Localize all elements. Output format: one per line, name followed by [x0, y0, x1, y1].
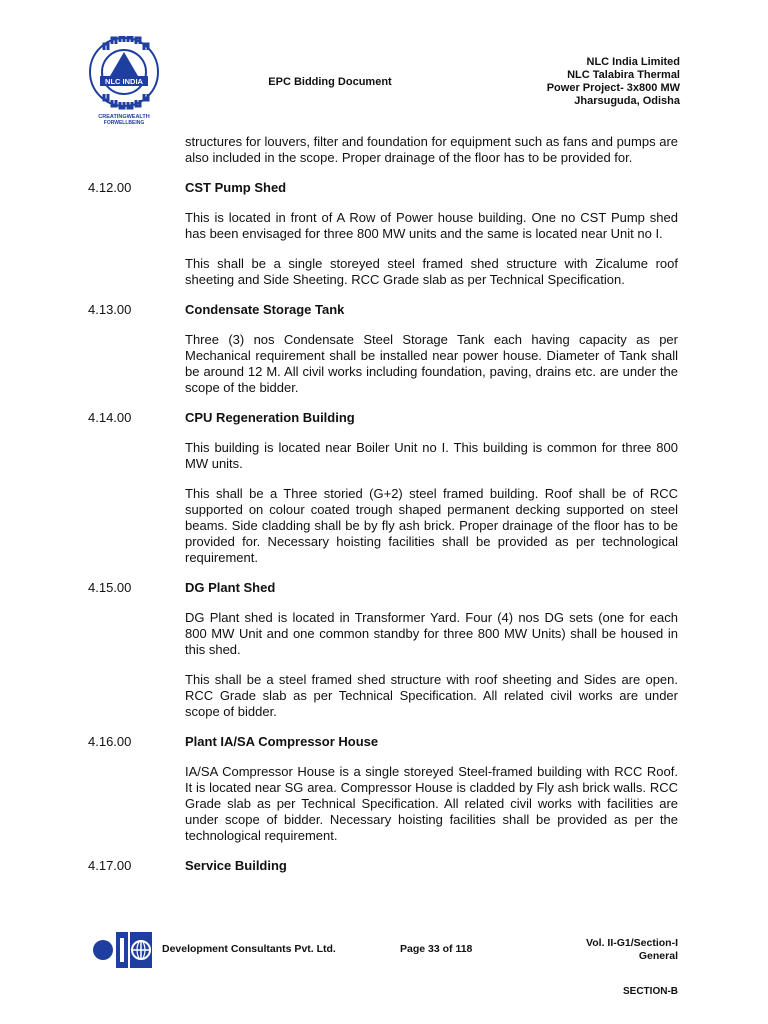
paragraph: This is located in front of A Row of Power house building. One no CST Pump shed has been envisaged for three 800 MW units and the same is located near Unit no I. — [185, 210, 678, 241]
paragraph: IA/SA Compressor House is a single storeyed Steel-framed building with RCC Roof. It is located near SG area. Compressor House is cladded by Fly ash brick walls. RCC Grade slab as per Technical Specification. All related civil works with facilities are under scope of bidder. Necessary hoisting facilities shall be provided as per the technological requirement. — [185, 764, 678, 843]
section-number: 4.15.00 — [88, 580, 132, 595]
org-line: NLC India Limited — [586, 56, 680, 68]
paragraph: This shall be a single storeyed steel framed shed structure with Zicalume roof sheeting and Side Sheeting. RCC Grade slab as per Technical Specification. — [185, 256, 678, 287]
page-number: Page 33 of 118 — [400, 943, 473, 955]
section-number: 4.12.00 — [88, 180, 132, 195]
section-title: CPU Regeneration Building — [185, 410, 355, 425]
svg-text:CREATINGWEALTH: CREATINGWEALTH — [98, 114, 150, 120]
dcpl-logo — [92, 928, 154, 972]
section-title: Condensate Storage Tank — [185, 302, 345, 317]
section-number: 4.17.00 — [88, 858, 132, 873]
section-number: 4.13.00 — [88, 302, 132, 317]
section-title: CST Pump Shed — [185, 180, 287, 195]
nlc-india-logo — [84, 36, 164, 126]
org-line: NLC Talabira Thermal — [567, 69, 680, 81]
paragraph: This shall be a steel framed shed structure with roof sheeting and Sides are open. RCC Grade slab as per Technical Specification. All related civil works are under scope of bidder. — [185, 672, 678, 719]
paragraph: This building is located near Boiler Unit no I. This building is common for three 800 MW units. — [185, 440, 678, 471]
section-heading — [88, 858, 678, 874]
section-label: SECTION-B — [623, 986, 678, 997]
footer-volume — [586, 937, 678, 963]
section-heading — [88, 410, 678, 426]
paragraph: This shall be a Three storied (G+2) steel framed building. Roof shall be of RCC supported on colour coated trough shaped permanent decking supported on steel beams. Side cladding shall be by fly ash brick. Proper drainage of the floor has to be provided for. Necessary hoisting facilities shall be provided as per technological requirement. — [185, 486, 678, 565]
section-title: Plant IA/SA Compressor House — [185, 734, 379, 749]
paragraph: DG Plant shed is located in Transformer Yard. Four (4) nos DG sets (one for each 800 MW Unit and one common standby for three 800 MW Units) shall be housed in this shed. — [185, 610, 678, 657]
org-line: Jharsuguda, Odisha — [574, 95, 680, 107]
section-heading — [88, 734, 678, 750]
paragraph: Three (3) nos Condensate Steel Storage Tank each having capacity as per Mechanical requirement shall be installed near power house. Diameter of Tank shall be around 12 M. All civil works including foundation, paving, drains etc. are under the scope of the bidder. — [185, 332, 678, 395]
section-number: 4.14.00 — [88, 410, 132, 425]
section-heading — [88, 302, 678, 318]
svg-text:NLC INDIA: NLC INDIA — [105, 77, 143, 86]
section-heading — [88, 180, 678, 196]
section-title: Service Building — [185, 858, 287, 873]
volume-line: Vol. II-G1/Section-I — [586, 937, 678, 949]
svg-text:FORWELLBEING: FORWELLBEING — [103, 120, 145, 126]
document-title: EPC Bidding Document — [268, 76, 392, 88]
org-line: Power Project- 3x800 MW — [546, 82, 680, 94]
section-heading — [88, 580, 678, 596]
section-title: DG Plant Shed — [185, 580, 276, 595]
volume-section: General — [638, 950, 678, 962]
section-number: 4.16.00 — [88, 734, 132, 749]
organization-block — [547, 56, 680, 108]
intro-paragraph: structures for louvers, filter and foundation for equipment such as fans and pumps are also included in the scope. Proper drainage of the floor has to be provided for. — [185, 134, 678, 165]
footer-company: Development Consultants Pvt. Ltd. — [162, 943, 336, 955]
document-body — [88, 134, 678, 888]
